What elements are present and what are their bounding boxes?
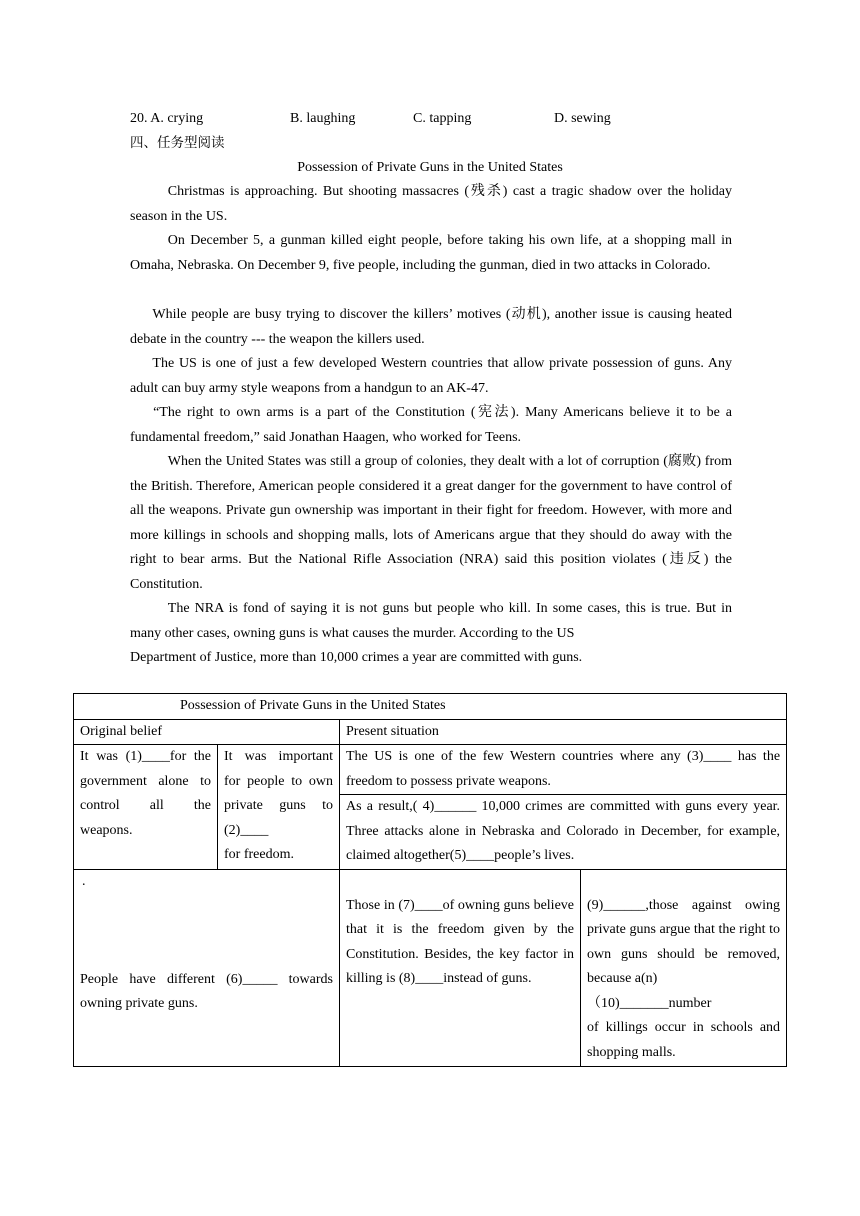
original-belief-2-end: for freedom.	[224, 847, 294, 862]
passage-paragraph-2: On December 5, a gunman killed eight people, before taking his own life, at a shopping mall in Omaha, Nebraska. On December 9, five people, including the gunman, died in two attacks in Colorado.	[130, 233, 732, 273]
passage-paragraph-5: “The right to own arms is a part of the Constitution (宪法). Many Americans believe it to be a fundamental freedom,” said Jonathan Haagen, who worked for Teens.	[130, 405, 732, 445]
original-belief-1: It was (1)____for the government alone to control all the weapons.	[74, 745, 218, 870]
favor-cell	[340, 869, 581, 1066]
passage-paragraph-7: The NRA is fond of saying it is not guns but people who kill. In some cases, this is true. But in many other cases, owning guns is what causes the murder. According to the US	[130, 601, 732, 641]
header-original-belief: Original belief	[74, 719, 340, 745]
passage-paragraph-1: Christmas is approaching. But shooting massacres (残杀) cast a tragic shadow over the holiday season in the US.	[130, 184, 732, 224]
passage-paragraph-4: The US is one of just a few developed Western countries that allow private possession of guns. Any adult can buy army style weapons from a handgun to an AK-47.	[130, 356, 732, 396]
table-title	[74, 694, 787, 720]
attitude-text: People have different (6)_____ towards owning private guns.	[80, 971, 333, 1011]
passage-paragraph-6: When the United States was still a group of colonies, they dealt with a lot of corruption (腐败) from the British. Therefore, American people considered it a great danger for the government to have control of all the weapons. Private gun ownership was important in their fight for freedom. However, with more and more killings in schools and shopping malls, lots of Americans argue that they should do away with the right to bear arms. But the National Rifle Association (NRA) said this position violates (违反) the Constitution.	[130, 454, 732, 592]
task-table	[73, 693, 787, 1067]
section-heading: 四、任务型阅读	[130, 135, 225, 151]
original-belief-2-text: It was important for people to own private guns to (2)____	[224, 749, 333, 838]
header-present-situation: Present situation	[340, 719, 787, 745]
against-cell	[581, 869, 787, 1066]
present-situation-1: The US is one of the few Western countries where any (3)____ has the freedom to possess private weapons.	[340, 745, 787, 795]
original-belief-2	[218, 745, 340, 870]
present-situation-2: As a result,( 4)______ 10,000 crimes are committed with guns every year. Three attacks alone in Nebraska and Colorado in December, for example, claimed altogether(5)____people’s lives.	[340, 795, 787, 870]
table-title-text: Possession of Private Guns in the United States	[180, 698, 446, 713]
passage-paragraph-3: While people are busy trying to discover the killers’ motives (动机), another issue is causing heated debate in the country --- the weapon the killers used.	[130, 307, 732, 347]
dot-mark: .	[82, 873, 86, 889]
against-text-end: of killings occur in schools and shopping malls.	[587, 1020, 781, 1060]
passage-title: Possession of Private Guns in the United States	[297, 160, 563, 175]
question-20-option-c: C. tapping	[413, 111, 472, 126]
question-20-option-b: B. laughing	[290, 111, 356, 126]
question-20-option-a: 20. A. crying	[130, 111, 204, 126]
against-text: (9)______,those against owing private guns argue that the right to own guns should be removed, because a(n)	[587, 897, 781, 986]
attitude-cell	[74, 869, 340, 1066]
favor-text: Those in (7)____of owning guns believe that it is the freedom given by the Constitution. Besides, the key factor in killing is (8)____instead of guns.	[346, 897, 574, 986]
passage-paragraph-7-end: Department of Justice, more than 10,000 crimes a year are committed with guns.	[130, 650, 583, 665]
question-20-option-d: D. sewing	[554, 111, 611, 126]
against-blank-10: （10)_______number	[587, 995, 712, 1011]
